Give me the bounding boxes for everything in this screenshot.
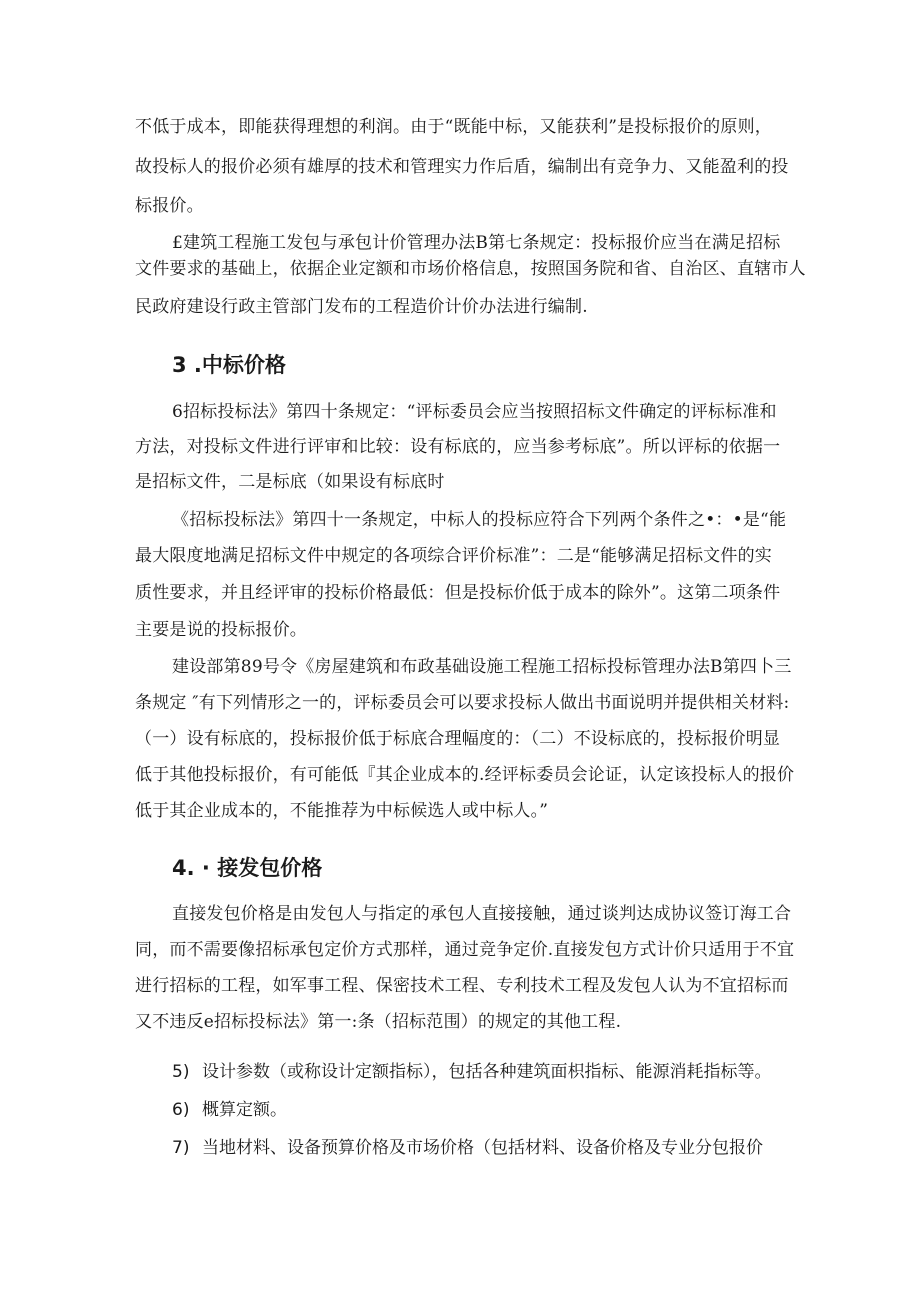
section-heading-3: 3 .中标价格 [172, 353, 286, 377]
paragraph-line: 建设部第89号令《房屋建筑和布政基础设施工程施工招标投标管理办法B第四卜三 [172, 657, 792, 677]
paragraph-line: 不低于成本，即能获得理想的利润。由于“既能中标，又能获利”是投标报价的原则， [135, 117, 772, 137]
list-item [172, 1137, 763, 1159]
paragraph-line: 文件要求的基础上，依据企业定额和市场价格信息，按照国务院和省、自治区、直辖市人 [135, 259, 806, 279]
paragraph-line: 最大限度地满足招标文件中规定的各项综合评价标准”：二是“能够满足招标文件的实 [135, 546, 772, 566]
list-item-number: 7) [172, 1138, 190, 1158]
paragraph-line: 直接发包价格是由发包人与指定的承包人直接接触，通过谈判达成协议签订海工合 [172, 904, 792, 924]
paragraph-line: 低于其企业成本的，不能推荐为中标候选人或中标人。” [135, 801, 549, 821]
paragraph-line: 条规定 ″有下列情形之一的，评标委员会可以要求投标人做出书面说明并提供相关材料: [135, 693, 790, 713]
paragraph-line: 6招标投标法》第四十条规定：“评标委员会应当按照招标文件确定的评标标准和 [172, 402, 777, 422]
paragraph-line: £建筑工程施工发包与承包计价管理办法B第七条规定：投标报价应当在满足招标 [172, 233, 781, 253]
list-item-number: 5) [172, 1062, 190, 1082]
paragraph-line: 又不违反e招标投标法》第一:条（招标范围）的规定的其他工程. [135, 1012, 622, 1032]
list-item-text: 设计参数（或称设计定额指标），包括各种建筑面枳指标、能源消耗指标等。 [202, 1062, 772, 1082]
paragraph-line: 方法，对投标文件进行评审和比较：设有标底的，应当参考标底”。所以评标的依据一 [135, 437, 781, 457]
list-item-text: 概算定额。 [202, 1100, 287, 1120]
paragraph-line: 同，而不需要像招标承包定价方式那样，通过竞争定价.直接发包方式计价只适用于不宜 [135, 940, 795, 960]
paragraph-line: 是招标文件，二是标底（如果设有标底时 [135, 472, 445, 492]
paragraph-line: 标报价。 [135, 196, 204, 216]
paragraph-line: 质性要求，并且经评审的投标价格最低：但是投标价低于成本的除外”。这第二项条件 [135, 583, 781, 603]
paragraph-line: 低于其他投标报价，有可能低『其企业成本的.经评标委员会论证，认定该投标人的报价 [135, 765, 795, 785]
paragraph-line: 民政府建设行政主管部门发布的工程造价计价办法进行编制. [135, 297, 588, 317]
paragraph-line: 进行招标的工程，如军事工程、保密技术工程、专利技术工程及发包人认为不宜招标而 [135, 976, 789, 996]
paragraph-line: （一）设有标底的，投标报价低于标底合理幅度的：（二）不设标底的，投标报价明显 [135, 729, 781, 749]
list-item [172, 1099, 287, 1121]
section-heading-4: 4. · 接发包价格 [172, 856, 323, 880]
paragraph-line: 故投标人的报价必须有雄厚的技术和管理实力作后盾，编制出有竞争力、又能盈利的投 [135, 157, 789, 177]
list-item-number: 6) [172, 1100, 190, 1120]
paragraph-line: 《招标投标法》第四十一条规定，中标人的投标应符合下列两个条件之•：•是“能 [172, 510, 787, 530]
list-item [172, 1061, 772, 1083]
list-item-text: 当地材料、设备预算价格及市场价格（包括材料、设备价格及专业分包报价 [202, 1138, 763, 1158]
paragraph-line: 主要是说的投标报价。 [135, 620, 307, 640]
